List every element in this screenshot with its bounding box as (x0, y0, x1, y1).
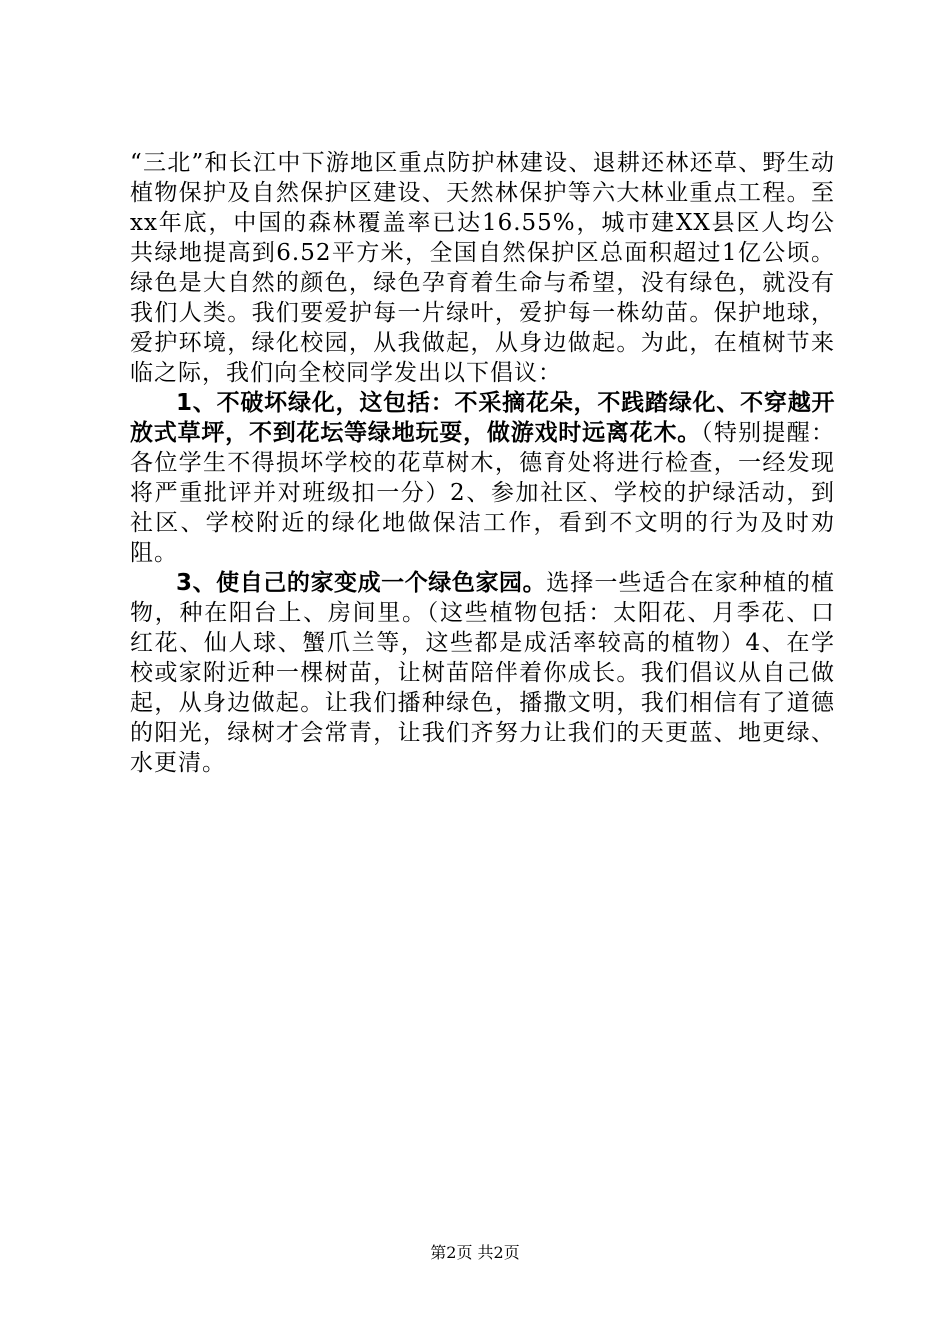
paragraph-intro (130, 148, 835, 388)
paragraph-proposal-1 (130, 388, 835, 568)
proposal-1-heading: 1、不破坏绿化，这包括：不采摘花朵，不践踏绿化、不穿越开放式草坪，不到花坛等绿地玩耍，做游戏时远离花木。 (130, 390, 835, 446)
page-number: 第2页 共2页 (430, 1243, 520, 1262)
proposal-1-text: （特别提醒：各位学生不得损坏学校的花草树木，德育处将进行检查，一经发现将严重批评并对班级扣一分）2、参加社区、学校的护绿活动，到社区、学校附近的绿化地做保洁工作，看到不文明的行为及时劝阻。 (130, 420, 836, 566)
proposal-3-text: 选择一些适合在家种植的植物，种在阳台上、房间里。（这些植物包括：太阳花、月季花、口红花、仙人球、蟹爪兰等，这些都是成活率较高的植物）4、在学校或家附近种一棵树苗，让树苗陪伴着你成长。我们倡议从自己做起，从身边做起。让我们播种绿色，播撒文明，我们相信有了道德的阳光，绿树才会常青，让我们齐努力让我们的天更蓝、地更绿、水更清。 (130, 570, 835, 776)
paragraph-proposal-3 (130, 568, 835, 778)
document-body (130, 148, 835, 778)
paragraph-intro-text: “三北”和长江中下游地区重点防护林建设、退耕还林还草、野生动植物保护及自然保护区建设、天然林保护等六大林业重点工程。至xx年底，中国的森林覆盖率已达16.55%，城市建XX县区人均公共绿地提高到6.52平方米，全国自然保护区总面积超过1亿公顷。绿色是大自然的颜色，绿色孕育着生命与希望，没有绿色，就没有我们人类。我们要爱护每一片绿叶，爱护每一株幼苗。保护地球，爱护环境，绿化校园，从我做起，从身边做起。为此，在植树节来临之际，我们向全校同学发出以下倡议： (130, 150, 835, 386)
page-footer (0, 1243, 950, 1263)
proposal-3-heading: 3、使自己的家变成一个绿色家园。 (176, 570, 547, 596)
